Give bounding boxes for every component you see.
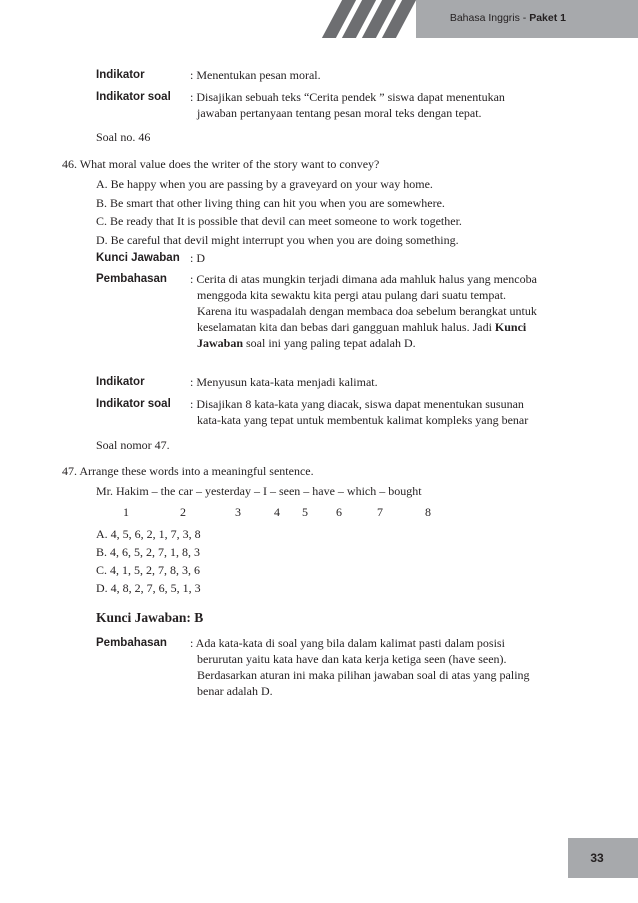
soal-number: Soal nomor 47. — [96, 438, 170, 452]
indikator-soal-label: Indikator soal — [96, 91, 171, 103]
pembahasan-line: menggoda kita sewaktu kita pergi atau pulang dari suatu tempat. — [197, 288, 507, 302]
word-number: 6 — [336, 505, 342, 519]
question-47: 47. Arrange these words into a meaningful sentence. — [62, 464, 314, 478]
pembahasan-line: : Cerita di atas mungkin terjadi dimana ada mahluk halus yang mencoba — [190, 272, 537, 286]
kunci-value: : D — [190, 251, 205, 265]
indikator-label: Indikator — [96, 376, 145, 388]
word-number: 4 — [274, 505, 280, 519]
option-d: D. 4, 8, 2, 7, 6, 5, 1, 3 — [96, 581, 201, 595]
scrambled-words: Mr. Hakim – the car – yesterday – I – seen – have – which – bought — [96, 484, 422, 498]
word-number: 3 — [235, 505, 241, 519]
option-a: A. 4, 5, 6, 2, 1, 7, 3, 8 — [96, 527, 201, 541]
soal-number: Soal no. 46 — [96, 130, 151, 144]
question-46: 46. What moral value does the writer of the story want to convey? — [62, 157, 380, 171]
indikator-soal-line: kata-kata yang tepat untuk membentuk kalimat kompleks yang benar — [197, 413, 529, 427]
word-number: 5 — [302, 505, 308, 519]
option-b: B. 4, 6, 5, 2, 7, 1, 8, 3 — [96, 545, 201, 559]
option-c: C. 4, 1, 5, 2, 7, 8, 3, 6 — [96, 563, 201, 577]
indikator-soal-line: : Disajikan sebuah teks “Cerita pendek ” siswa dapat menentukan — [190, 90, 505, 104]
pembahasan-label: Pembahasan — [96, 273, 167, 285]
kunci-jawaban: Kunci Jawaban: B — [96, 610, 204, 625]
pembahasan-line: berurutan yaitu kata have dan kata kerja ketiga seen (have seen). — [197, 652, 507, 666]
word-number: 2 — [180, 505, 186, 519]
pembahasan-label: Pembahasan — [96, 637, 167, 649]
indikator-soal-line: jawaban pertanyaan tentang pesan moral teks dengan tepat. — [197, 106, 482, 120]
indikator-soal-line: : Disajikan 8 kata-kata yang diacak, siswa dapat menentukan susunan — [190, 397, 524, 411]
pembahasan-line: benar adalah D. — [197, 684, 273, 698]
pembahasan-line: keselamatan kita dan bebas dari gangguan mahluk halus. Jadi Kunci — [197, 320, 527, 334]
option-b: B. Be smart that other living thing can hit you when you are somewhere. — [96, 196, 445, 210]
page-number-box — [568, 838, 638, 878]
option-d: D. Be careful that devil might interrupt you when you are doing something. — [96, 233, 459, 247]
word-number: 1 — [123, 505, 129, 519]
page-number: 33 — [590, 851, 604, 865]
kunci-label: Kunci Jawaban — [96, 252, 180, 264]
option-c: C. Be ready that It is possible that devil can meet someone to work together. — [96, 214, 462, 228]
pembahasan-line: Jawaban soal ini yang paling tepat adalah D. — [197, 336, 416, 350]
indikator-label: Indikator — [96, 69, 145, 81]
indikator-value: : Menyusun kata-kata menjadi kalimat. — [190, 375, 378, 389]
pembahasan-line: Berdasarkan aturan ini maka pilihan jawaban soal di atas yang paling — [197, 668, 530, 682]
pembahasan-line: Karena itu waspadalah dengan membaca doa sebelum berangkat untuk — [197, 304, 537, 318]
word-number: 7 — [377, 505, 383, 519]
pembahasan-line: : Ada kata-kata di soal yang bila dalam kalimat pasti dalam posisi — [190, 636, 505, 650]
indikator-soal-label: Indikator soal — [96, 398, 171, 410]
indikator-value: : Menentukan pesan moral. — [190, 68, 321, 82]
word-number: 8 — [425, 505, 431, 519]
option-a: A. Be happy when you are passing by a graveyard on your way home. — [96, 177, 433, 191]
running-header: Bahasa Inggris - Paket 1 — [449, 12, 566, 24]
